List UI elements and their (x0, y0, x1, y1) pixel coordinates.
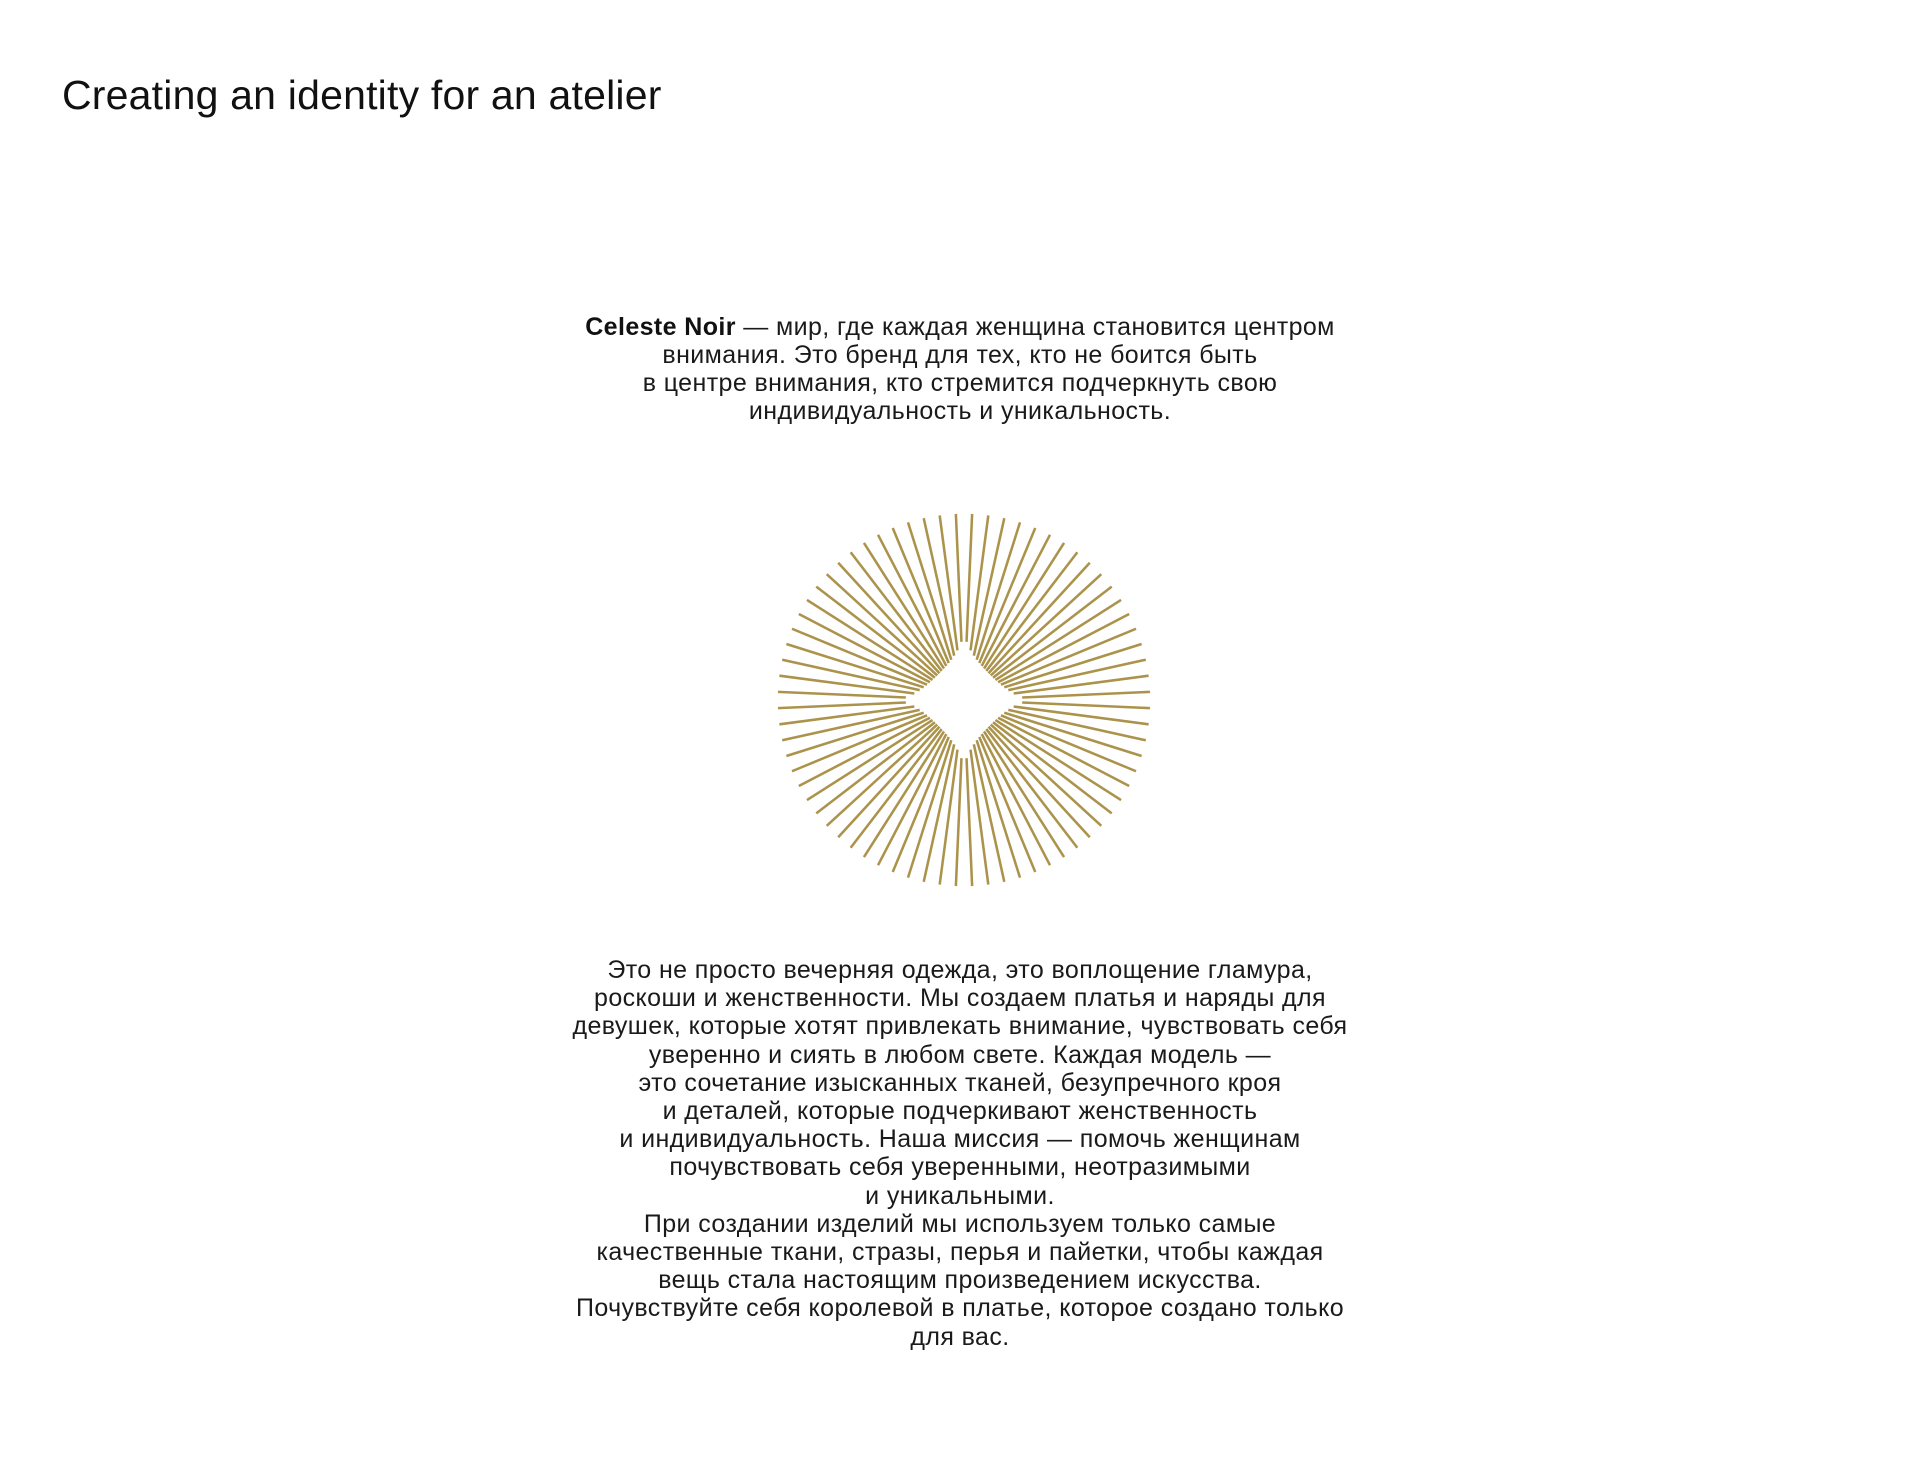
description-line: роскоши и женственности. Мы создаем платья и наряды для (594, 984, 1326, 1013)
intro-line (460, 313, 1460, 341)
sunburst-ray (838, 727, 939, 838)
sunburst-ray (778, 703, 906, 709)
sunburst-ray (991, 725, 1102, 826)
description-line: и индивидуальность. Наша миссия — помочь женщинам (619, 1125, 1301, 1154)
sunburst-ray (1022, 692, 1150, 698)
sunburst-rays (778, 514, 1150, 886)
description-line: Почувствуйте себя королевой в платье, которое создано только (575, 1294, 1345, 1323)
description-line: и уникальными. (865, 1181, 1055, 1210)
description-line: уверенно и сиять в любом свете. Каждая модель — (648, 1040, 1272, 1069)
intro-line: индивидуальность и уникальность. (748, 397, 1172, 425)
description-line: девушек, которые хотят привлекать внимание, чувствовать себя (572, 1012, 1348, 1041)
description-line: вещь стала настоящим произведением искусства. (658, 1266, 1262, 1295)
sunburst-star-icon (768, 504, 1160, 896)
sunburst-ray (967, 514, 973, 642)
brand-name: Celeste Noir (585, 313, 736, 341)
sunburst-ray (778, 692, 906, 698)
sunburst-ray (967, 758, 973, 886)
page-title: Creating an identity for an atelier (62, 72, 662, 118)
description-line: качественные ткани, стразы, перья и пайетки, чтобы каждая (596, 1238, 1324, 1267)
sunburst-ray (991, 574, 1102, 675)
sunburst-ray (838, 563, 939, 674)
description-text (460, 956, 1460, 1351)
sunburst-ray (989, 563, 1090, 674)
intro-line-text: — мир, где каждая женщина становится центром (735, 313, 1335, 341)
intro-line: в центре внимания, кто стремится подчеркнуть свою (642, 369, 1278, 397)
intro-line: внимания. Это бренд для тех, кто не боится быть (662, 341, 1258, 369)
sunburst-ray (827, 574, 938, 675)
sunburst-ray (989, 727, 1090, 838)
description-line: При создании изделий мы используем только самые (643, 1209, 1277, 1238)
sunburst-ray (956, 514, 962, 642)
sunburst-ray (1022, 703, 1150, 709)
sunburst-ray (827, 725, 938, 826)
description-line: почувствовать себя уверенными, неотразимыми (669, 1153, 1251, 1182)
description-line: и деталей, которые подчеркивают женственность (662, 1097, 1258, 1126)
description-line: это сочетание изысканных тканей, безупречного кроя (638, 1068, 1282, 1097)
brand-intro (460, 313, 1460, 425)
description-line: Это не просто вечерняя одежда, это воплощение гламура, (607, 956, 1313, 984)
description-line: для вас. (910, 1322, 1010, 1351)
sunburst-ray (956, 758, 962, 886)
